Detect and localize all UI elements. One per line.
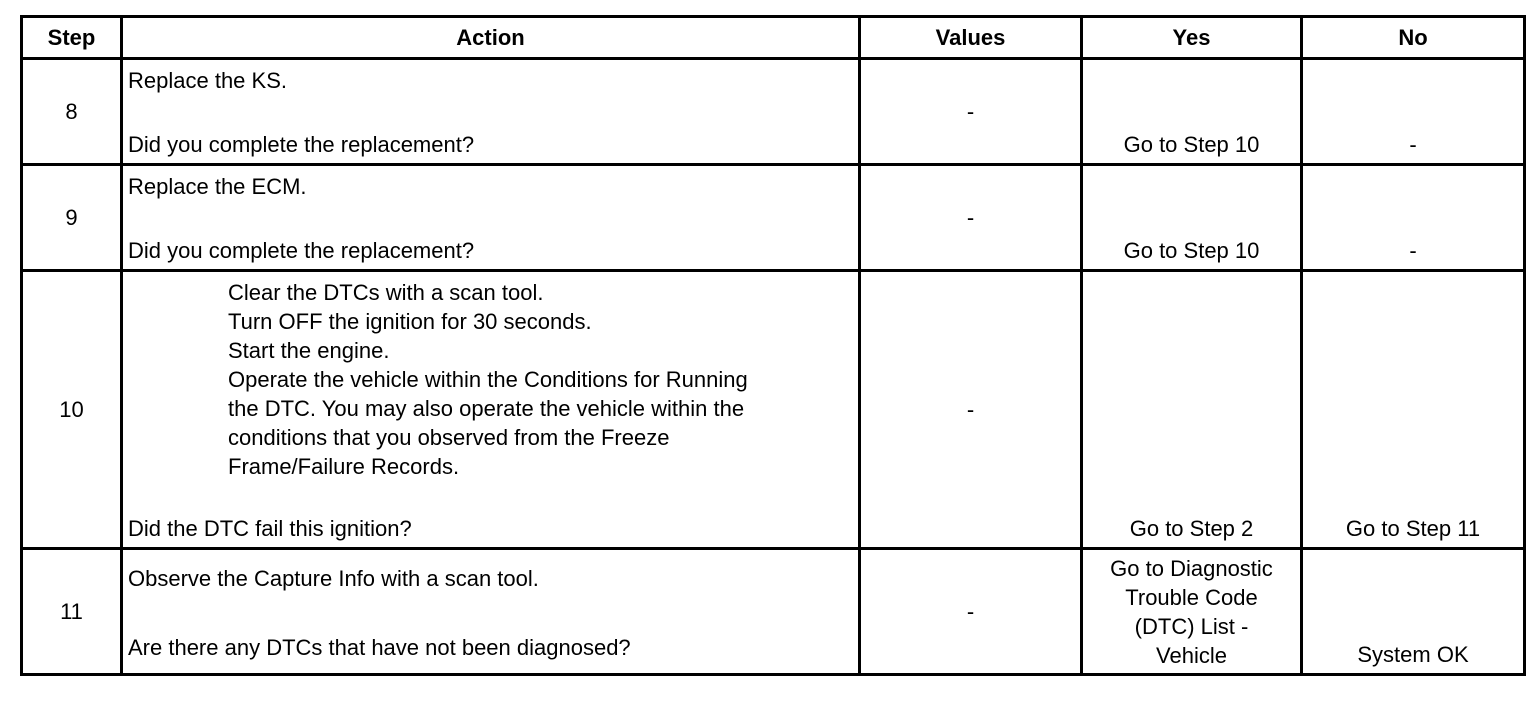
yes-text: Go to Step 10 (1123, 238, 1260, 263)
action-question: Did the DTC fail this ignition? (128, 516, 412, 541)
step-number: 11 (60, 598, 83, 624)
action-instruction: Replace the KS. (128, 68, 287, 93)
action-instruction: Observe the Capture Info with a scan tool. (128, 566, 539, 591)
action-line: Frame/Failure Records. (228, 454, 460, 479)
no-cell (1302, 59, 1525, 165)
table-row-step-8 (22, 59, 1525, 165)
header-action: Action (122, 17, 860, 59)
no-text: - (1409, 132, 1417, 157)
action-line: Clear the DTCs with a scan tool. (228, 280, 544, 305)
yes-cell (1082, 59, 1302, 165)
header-values: Values (860, 17, 1082, 59)
action-cell (122, 549, 860, 675)
table-row-step-11 (22, 549, 1525, 675)
table-row-step-9 (22, 165, 1525, 271)
no-cell (1302, 271, 1525, 549)
values-text: - (966, 396, 975, 422)
step-number: 9 (65, 204, 78, 230)
yes-text (1083, 554, 1300, 670)
yes-line: (DTC) List - (1134, 614, 1249, 639)
yes-line: Vehicle (1156, 643, 1227, 668)
header-yes: Yes (1082, 17, 1302, 59)
no-cell (1302, 165, 1525, 271)
values-cell (860, 165, 1082, 271)
yes-line: Go to Diagnostic (1110, 556, 1273, 581)
values-text: - (966, 204, 975, 230)
values-text: - (966, 598, 975, 624)
action-line: the DTC. You may also operate the vehicle within the (228, 396, 745, 421)
no-text: System OK (1357, 642, 1469, 667)
values-text: - (966, 98, 975, 124)
table-row-step-10 (22, 271, 1525, 549)
action-cell (122, 59, 860, 165)
action-question: Are there any DTCs that have not been diagnosed? (128, 635, 631, 660)
action-line: Turn OFF the ignition for 30 seconds. (228, 309, 592, 334)
step-cell (22, 549, 122, 675)
step-cell (22, 59, 122, 165)
yes-cell (1082, 549, 1302, 675)
step-cell (22, 165, 122, 271)
no-text: - (1409, 238, 1417, 263)
yes-text: Go to Step 2 (1129, 516, 1254, 541)
yes-cell (1082, 271, 1302, 549)
step-number: 10 (59, 396, 84, 422)
step-cell (22, 271, 122, 549)
yes-line: Trouble Code (1125, 585, 1258, 610)
header-step: Step (22, 17, 122, 59)
no-text: Go to Step 11 (1345, 516, 1481, 541)
yes-text: Go to Step 10 (1123, 132, 1260, 157)
values-cell (860, 59, 1082, 165)
action-line: Operate the vehicle within the Conditions for Running (228, 367, 748, 392)
no-cell (1302, 549, 1525, 675)
diagnostic-table (20, 15, 1526, 676)
yes-cell (1082, 165, 1302, 271)
step-number: 8 (65, 98, 78, 124)
header-row (22, 17, 1525, 59)
action-instruction: Replace the ECM. (128, 174, 307, 199)
header-no: No (1302, 17, 1525, 59)
action-question: Did you complete the replacement? (128, 238, 475, 263)
action-cell (122, 271, 860, 549)
action-instruction-list (228, 278, 748, 481)
action-line: conditions that you observed from the Freeze (228, 425, 670, 450)
action-cell (122, 165, 860, 271)
values-cell (860, 549, 1082, 675)
action-line: Start the engine. (228, 338, 390, 363)
values-cell (860, 271, 1082, 549)
action-question: Did you complete the replacement? (128, 132, 475, 157)
